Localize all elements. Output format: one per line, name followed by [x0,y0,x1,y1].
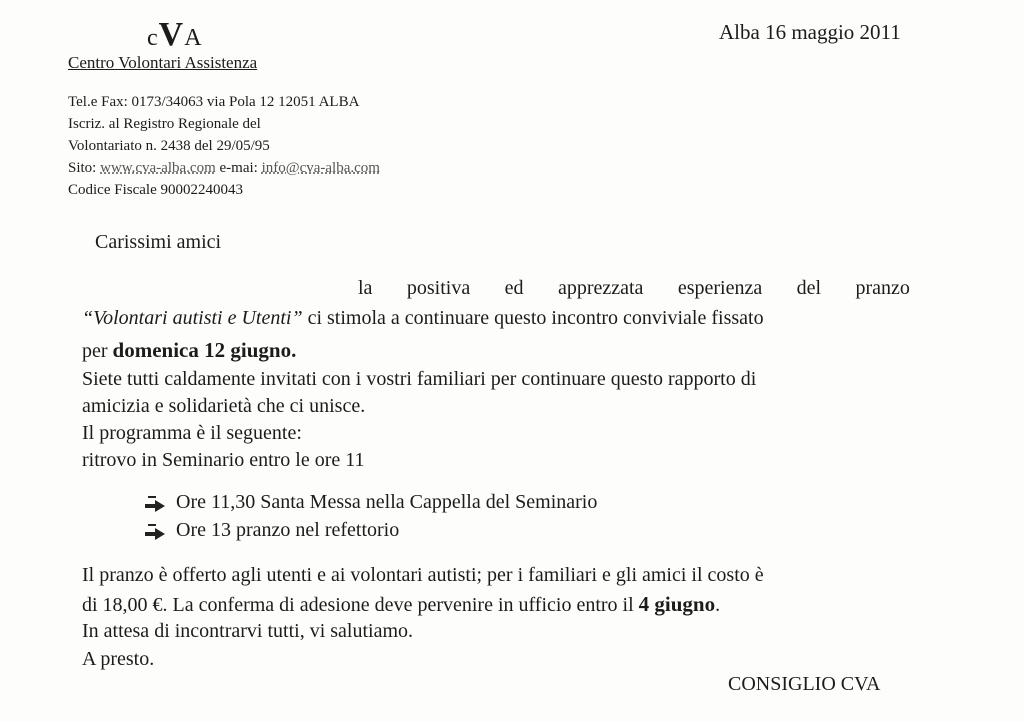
paragraph1-line3: per domenica 12 giugno. [82,338,297,362]
program-item: Ore 11,30 Santa Messa nella Cappella del Seminario [144,491,597,514]
contact-line-web: Sito: www.cva-alba.com e-mai: info@cva-alba.com [68,160,380,176]
paragraph1-line1: la positiva ed apprezzata esperienza del pranzo [358,277,910,299]
email-link[interactable]: info@cva-alba.com [261,160,380,176]
arrow-bullet-icon [144,493,166,513]
arrow-bullet-icon [144,521,166,541]
paragraph2-line4: ritrovo in Seminario entro le ore 11 [82,449,365,471]
org-name: Centro Volontari Assistenza [68,53,258,72]
program-item: Ore 13 pranzo nel refettorio [144,519,399,542]
signature: CONSIGLIO CVA [728,673,881,695]
paragraph2-line1: Siete tutti caldamente invitati con i vostri familiari per continuare questo rapporto di [82,368,757,390]
contact-line-phone: Tel.e Fax: 0173/34063 via Pola 12 12051 ALBA [68,94,360,110]
contact-line-registry: Iscriz. al Registro Regionale del [68,116,261,132]
fiscal-code: Codice Fiscale 90002240043 [68,182,243,198]
event-date: domenica 12 giugno. [112,338,297,362]
paragraph2-line3: Il programma è il seguente: [82,422,302,444]
paragraph3-line4: A presto. [82,648,155,670]
letter-date: Alba 16 maggio 2011 [719,20,901,44]
paragraph3-line3: In attesa di incontrarvi tutti, vi salutiamo. [82,620,414,642]
paragraph3-line1: Il pranzo è offerto agli utenti e ai volontari autisti; per i familiari e gli amici il costo è [82,564,764,586]
contact-line-volunteer: Volontariato n. 2438 del 29/05/95 [68,138,270,154]
paragraph2-line2: amicizia e solidarietà che ci unisce. [82,395,366,417]
greeting: Carissimi amici [95,231,222,253]
paragraph1-line2: “Volontari autisti e Utenti” ci stimola a continuare questo incontro conviviale fissato [82,307,764,329]
cva-logo: cVA [147,16,203,53]
paragraph3-line2: di 18,00 €. La conferma di adesione deve pervenire in ufficio entro il 4 giugno. [82,592,721,616]
deadline-date: 4 giugno [638,592,716,616]
website-link[interactable]: www.cva-alba.com [100,160,216,176]
event-title: “Volontari autisti e Utenti” [82,307,303,329]
